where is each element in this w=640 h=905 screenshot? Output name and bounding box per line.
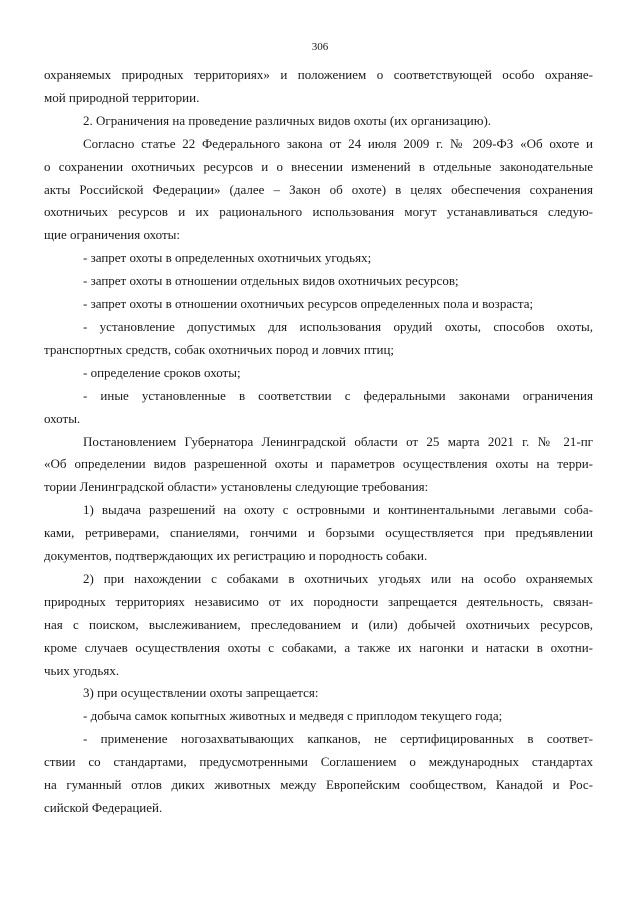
paragraph-line: 2. Ограничения на проведение различных видов охоты (их организацию). (83, 112, 492, 128)
paragraph-line: транспортных средств, собак охотничьих пород и ловчих птиц; (44, 341, 395, 357)
paragraph-line: - иные установленные в соответствии с федеральными законами ограничения (83, 387, 593, 403)
paragraph-line: - определение сроков охоты; (83, 364, 241, 380)
document-body (44, 64, 593, 820)
paragraph-line: - применение ногозахватывающих капканов, не сертифицированных в соответ- (83, 731, 593, 747)
paragraph-line: природных территориях независимо от их породности запрещается деятельность, связан- (44, 593, 593, 609)
paragraph-line: ками, ретриверами, спаниелями, гончими и борзыми осуществляется при предъявлении (44, 525, 593, 541)
paragraph-line: «Об определении видов разрешенной охоты и параметров осуществления охоты на терри- (44, 456, 593, 472)
paragraph-line: - запрет охоты в определенных охотничьих угодьях; (83, 250, 372, 266)
paragraph-line: кроме случаев осуществления охоты с собаками, а также их нагонки и натаски в охотни- (44, 639, 593, 655)
paragraph-line: документов, подтверждающих их регистрацию и породность собаки. (44, 548, 428, 564)
paragraph-line: ствии со стандартами, предусмотренными Соглашением о международных стандартах (44, 754, 593, 770)
page-number: 306 (311, 41, 329, 53)
paragraph-line: 2) при нахождении с собаками в охотничьих угодьях или на особо охраняемых (83, 570, 593, 586)
paragraph-line: - установление допустимых для использования орудий охоты, способов охоты, (83, 318, 593, 334)
paragraph-line: мой природной территории. (44, 89, 200, 105)
paragraph-line: чьих угодьях. (44, 662, 120, 678)
paragraph-line: Постановлением Губернатора Ленинградской области от 25 марта 2021 г. № 21-пг (83, 433, 593, 449)
paragraph-line: тории Ленинградской области» установлены следующие требования: (44, 479, 429, 495)
paragraph-line: 1) выдача разрешений на охоту с островными и континентальными легавыми соба- (83, 502, 593, 518)
paragraph-line: - запрет охоты в отношении охотничьих ресурсов определенных пола и возраста; (83, 296, 534, 312)
paragraph-line: о сохранении охотничьих ресурсов и о внесении изменений в отдельные законодательные (44, 158, 593, 174)
paragraph-line: акты Российской Федерации» (далее – Закон об охоте) в целях обеспечения сохранения (44, 181, 593, 197)
paragraph-line: - добыча самок копытных животных и медведя с приплодом текущего года; (83, 708, 503, 724)
paragraph-line: сийской Федерацией. (44, 800, 163, 815)
paragraph-line: охотничьих ресурсов и их рационального использования могут устанавливаться следую- (44, 204, 593, 220)
paragraph-line: 3) при осуществлении охоты запрещается: (83, 685, 319, 701)
paragraph-line: щие ограничения охоты: (44, 227, 180, 243)
paragraph-line: охоты. (44, 410, 81, 426)
paragraph-line: Согласно статье 22 Федерального закона от 24 июля 2009 г. № 209-ФЗ «Об охоте и (83, 135, 593, 151)
paragraph-line: на гуманный отлов диких животных между Европейским сообществом, Канадой и Рос- (44, 777, 593, 793)
paragraph-line: ная с поиском, выслеживанием, преследованием и (или) добычей охотничьих ресурсов, (44, 616, 593, 632)
paragraph-line: охраняемых природных территориях» и положением о соответствующей особо охраняе- (44, 67, 593, 82)
paragraph-line: - запрет охоты в отношении отдельных видов охотничьих ресурсов; (83, 273, 459, 289)
